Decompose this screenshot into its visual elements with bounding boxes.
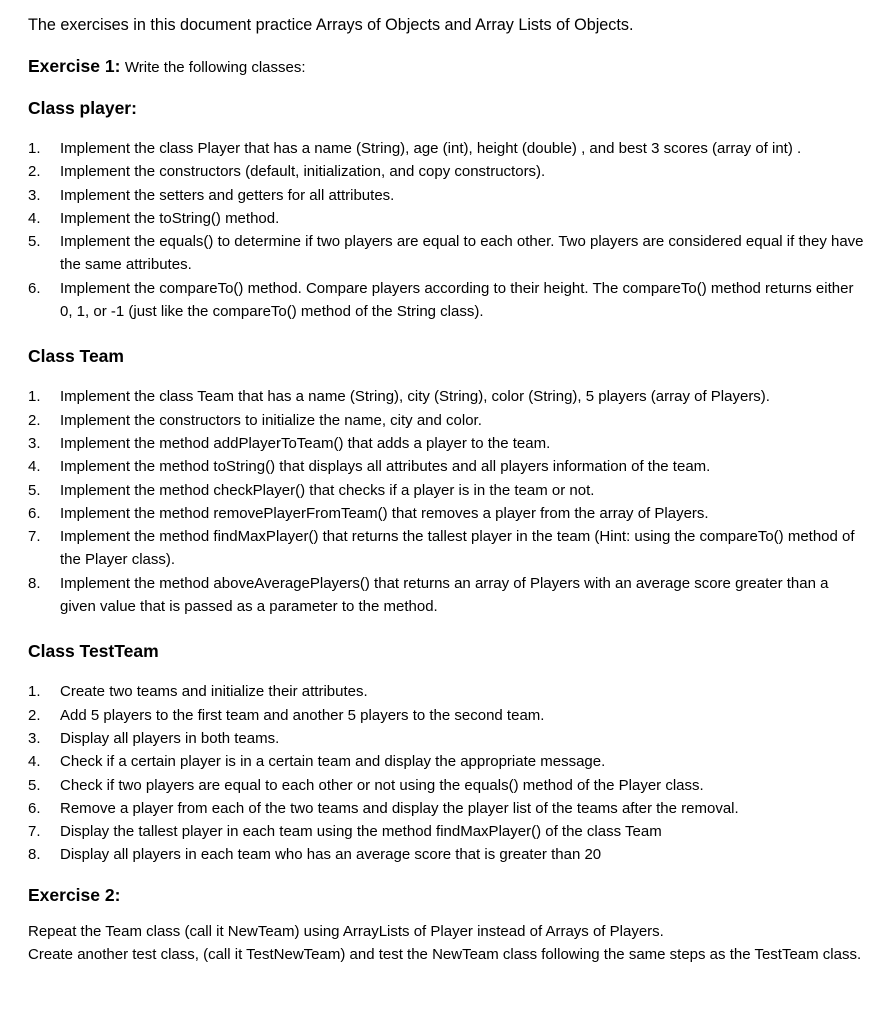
- list-item-text: Implement the method checkPlayer() that checks if a player is in the team or not.: [60, 481, 595, 499]
- exercise-2-title: Exercise 2:: [28, 884, 121, 905]
- list-item: [28, 455, 864, 478]
- exercise-2-body: [28, 920, 864, 966]
- list-item-number: 6.: [28, 799, 41, 817]
- list-item-number: 3.: [28, 729, 41, 747]
- list-item-number: 4.: [28, 753, 41, 771]
- list-item-number: 5.: [28, 233, 41, 251]
- list-item-number: 2.: [28, 163, 41, 181]
- list-item-number: 1.: [28, 683, 41, 701]
- list-item: [28, 432, 864, 455]
- list-item-text: Display all players in each team who has an average score that is greater than 20: [60, 846, 602, 864]
- list-item: [28, 704, 864, 727]
- exercise-2-line: Repeat the Team class (call it NewTeam) using ArrayLists of Player instead of Arrays of Players.: [28, 922, 664, 940]
- list-item-number: 5.: [28, 776, 41, 794]
- list-item-text: Implement the method addPlayerToTeam() that adds a player to the team.: [60, 434, 551, 452]
- list-item: [28, 727, 864, 750]
- testteam-list: [28, 680, 864, 866]
- list-item-number: 2.: [28, 411, 41, 429]
- list-item-text: Implement the constructors (default, initialization, and copy constructors).: [60, 163, 546, 181]
- list-item-number: 6.: [28, 279, 41, 297]
- list-item-number: 3.: [28, 186, 41, 204]
- list-item-number: 4.: [28, 458, 41, 476]
- list-item-text: Implement the method removePlayerFromTeam() that removes a player from the array of Players.: [60, 504, 709, 522]
- list-item-text: Implement the constructors to initialize the name, city and color.: [60, 411, 482, 429]
- list-item: [28, 572, 864, 619]
- list-item-number: 7.: [28, 528, 41, 546]
- list-item: [28, 750, 864, 773]
- list-item-number: 8.: [28, 846, 41, 864]
- list-item: [28, 184, 864, 207]
- player-list: [28, 137, 864, 323]
- list-item: [28, 277, 864, 324]
- list-item-text: Create two teams and initialize their attributes.: [60, 683, 368, 701]
- list-item-number: 6.: [28, 504, 41, 522]
- list-item-number: 2.: [28, 706, 41, 724]
- intro-text: The exercises in this document practice Arrays of Objects and Array Lists of Objects.: [28, 16, 634, 34]
- class-team-heading: Class Team: [28, 346, 124, 367]
- list-item: [28, 502, 864, 525]
- document: [28, 14, 864, 966]
- list-item-text: Display the tallest player in each team using the method findMaxPlayer() of the class Team: [60, 823, 662, 841]
- list-item: [28, 479, 864, 502]
- list-item-text: Implement the class Player that has a name (String), age (int), height (double) , and best 3 scores (array of int) .: [60, 140, 802, 157]
- list-item-number: 8.: [28, 574, 41, 592]
- list-item-text: Implement the equals() to determine if two players are equal to each other. Two players are considered equal if they have the same attributes.: [60, 233, 864, 274]
- exercise-1-title: Exercise 1:: [28, 56, 121, 76]
- list-item-number: 1.: [28, 140, 41, 157]
- list-item-text: Implement the method toString() that displays all attributes and all players information of the team.: [60, 458, 711, 476]
- list-item: [28, 680, 864, 703]
- list-item-text: Implement the method findMaxPlayer() that returns the tallest player in the team (Hint: using the compareTo() method of the Player class).: [60, 528, 855, 569]
- list-item-text: Check if two players are equal to each other or not using the equals() method of the Player class.: [60, 776, 704, 794]
- exercise-1-line: [28, 54, 864, 80]
- list-item-text: Implement the compareTo() method. Compare players according to their height. The compareTo() method returns either 0, 1, or -1 (just like the compareTo() method of the String class).: [60, 279, 854, 321]
- list-item: [28, 525, 864, 572]
- list-item: [28, 797, 864, 820]
- class-player-heading: Class player:: [28, 98, 137, 118]
- list-item: [28, 843, 864, 866]
- list-item-text: Remove a player from each of the two teams and display the player list of the teams after the removal.: [60, 799, 739, 817]
- list-item-number: 3.: [28, 434, 41, 452]
- list-item-text: Implement the setters and getters for all attributes.: [60, 186, 395, 204]
- list-item-text: Implement the class Team that has a name (String), city (String), color (String), 5 players (array of Players).: [60, 388, 770, 406]
- list-item-text: Implement the method aboveAveragePlayers() that returns an array of Players with an average score greater than a given value that is passed as a parameter to the method.: [60, 574, 829, 616]
- list-item-number: 4.: [28, 209, 41, 227]
- list-item: [28, 820, 864, 843]
- list-item-text: Display all players in both teams.: [60, 729, 280, 747]
- list-item-number: 5.: [28, 481, 41, 499]
- list-item-text: Add 5 players to the first team and another 5 players to the second team.: [60, 706, 545, 724]
- team-list: [28, 385, 864, 618]
- exercise-1-description: Write the following classes:: [124, 59, 306, 76]
- list-item: [28, 230, 864, 277]
- list-item: [28, 385, 864, 408]
- list-item: [28, 207, 864, 230]
- class-testteam-heading: Class TestTeam: [28, 641, 159, 662]
- list-item: [28, 409, 864, 432]
- list-item: [28, 160, 864, 183]
- list-item: [28, 137, 864, 160]
- exercise-2-line: Create another test class, (call it TestNewTeam) and test the NewTeam class following the same steps as the TestTeam class.: [28, 945, 862, 963]
- list-item-number: 7.: [28, 823, 41, 841]
- list-item-text: Implement the toString() method.: [60, 209, 280, 227]
- list-item: [28, 774, 864, 797]
- list-item-number: 1.: [28, 388, 41, 406]
- list-item-text: Check if a certain player is in a certain team and display the appropriate message.: [60, 753, 606, 771]
